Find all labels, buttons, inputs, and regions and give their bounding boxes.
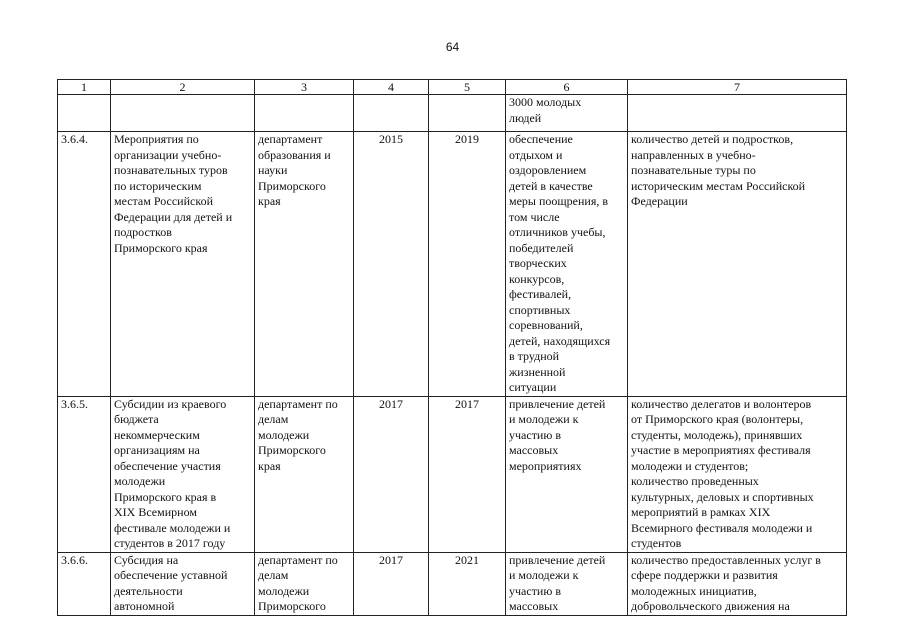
cell-end-year: 2017: [429, 396, 506, 552]
text-line: студентов в 2017 году: [114, 536, 226, 550]
table-row: [58, 132, 847, 397]
text-line: спортивных: [509, 302, 571, 317]
cell-number: 3.6.4.: [58, 132, 111, 397]
text-line: подростков: [114, 225, 172, 239]
cell-number: 3.6.5.: [58, 396, 111, 552]
text-line: количество делегатов и волонтеров: [631, 396, 812, 411]
text-line: молодежи: [114, 474, 166, 488]
text-line: обеспечение уставной: [114, 568, 228, 582]
text-line: и молодежи к: [509, 568, 579, 582]
text-line: обеспечение: [509, 132, 573, 146]
cell-expected-result: [506, 552, 628, 615]
text-line: молодежи: [258, 583, 310, 598]
text-line: Приморского края в: [114, 489, 217, 504]
text-line: от Приморского края (волонтеры,: [631, 412, 804, 426]
text-line: департамент: [258, 132, 323, 146]
text-line: молодежи и студентов;: [631, 458, 749, 473]
text-line: массовых: [509, 443, 559, 457]
text-line: в трудной: [509, 349, 560, 363]
text-line: количество предоставленных услуг в: [631, 552, 821, 567]
text-line: соревнований,: [509, 318, 583, 332]
text-line: меры поощрения, в: [509, 194, 608, 208]
cell-start-year: 2017: [354, 396, 429, 552]
text-line: культурных, деловых и спортивных: [631, 489, 814, 504]
text-line: обеспечение участия: [114, 458, 221, 473]
text-line: Субсидии из краевого: [114, 396, 227, 411]
text-line: отдыхом и: [509, 147, 563, 162]
cell-indicator: [628, 95, 847, 132]
cell-indicator: [628, 552, 847, 615]
text-line: ситуации: [509, 380, 557, 394]
text-line: Федерации: [631, 194, 688, 208]
text-line: департамент по: [258, 552, 338, 567]
table-row: [58, 95, 847, 132]
text-line: края: [258, 458, 281, 473]
text-line: том числе: [509, 209, 560, 224]
cell-indicator: [628, 132, 847, 397]
text-line: творческих: [509, 256, 567, 270]
text-line: автономной: [114, 599, 175, 613]
col-header-6: 6: [506, 80, 628, 95]
text-line: студенты, молодежь), принявших: [631, 427, 803, 442]
cell-number: [58, 95, 111, 132]
col-header-2: 2: [111, 80, 255, 95]
cell-indicator: [628, 396, 847, 552]
text-line: и молодежи к: [509, 412, 579, 426]
cell-start-year: 2015: [354, 132, 429, 397]
table-row: [58, 552, 847, 615]
cell-end-year: 2021: [429, 552, 506, 615]
cell-executor: [255, 95, 354, 132]
text-line: организации учебно-: [114, 147, 222, 162]
cell-start-year: [354, 95, 429, 132]
text-line: деятельности: [114, 583, 183, 598]
cell-activity-name: [111, 95, 255, 132]
text-line: привлечение детей: [509, 396, 606, 411]
text-line: молодежных инициатив,: [631, 583, 757, 598]
cell-activity-name: [111, 552, 255, 615]
header-row: [58, 80, 847, 95]
text-line: по историческим: [114, 178, 202, 193]
text-line: участию в: [509, 583, 561, 598]
col-header-3: 3: [255, 80, 354, 95]
text-line: массовых: [509, 599, 559, 613]
cell-start-year: 2017: [354, 552, 429, 615]
text-line: Приморского: [258, 599, 326, 613]
text-line: некоммерческим: [114, 427, 200, 442]
col-header-7: 7: [628, 80, 847, 95]
text-line: участие в мероприятиях фестиваля: [631, 443, 811, 457]
page-number: 64: [445, 40, 460, 54]
text-line: количество детей и подростков,: [631, 132, 794, 146]
text-line: мероприятиях: [509, 458, 582, 473]
text-line: историческим местам Российской: [631, 178, 806, 193]
text-line: отличников учебы,: [509, 225, 606, 239]
cell-number: 3.6.6.: [58, 552, 111, 615]
text-line: количество проведенных: [631, 474, 759, 488]
text-line: края: [258, 194, 281, 208]
text-line: Федерации для детей и: [114, 209, 233, 224]
text-line: департамент по: [258, 396, 338, 411]
col-header-4: 4: [354, 80, 429, 95]
text-line: местам Российской: [114, 194, 213, 208]
text-line: детей в качестве: [509, 178, 593, 193]
text-line: добровольческого движения на: [631, 599, 790, 613]
table-row: [58, 396, 847, 552]
cell-executor: [255, 552, 354, 615]
text-line: мероприятий в рамках XIX: [631, 505, 771, 519]
cell-activity-name: [111, 396, 255, 552]
text-line: делам: [258, 412, 289, 426]
text-line: привлечение детей: [509, 552, 606, 567]
text-line: Приморского: [258, 443, 326, 457]
text-line: фестивале молодежи и: [114, 520, 231, 535]
text-line: науки: [258, 163, 288, 177]
text-line: делам: [258, 568, 289, 582]
text-line: победителей: [509, 240, 574, 255]
text-line: Субсидия на: [114, 552, 179, 567]
col-header-5: 5: [429, 80, 506, 95]
cell-executor: [255, 396, 354, 552]
text-line: 3000 молодых: [509, 95, 582, 109]
cell-expected-result: [506, 132, 628, 397]
text-line: конкурсов,: [509, 271, 565, 286]
cell-expected-result: [506, 396, 628, 552]
text-line: Приморского: [258, 178, 326, 193]
text-line: фестивалей,: [509, 287, 572, 301]
cell-end-year: [429, 95, 506, 132]
text-line: Всемирного фестиваля молодежи и: [631, 520, 813, 535]
text-line: направленных в учебно-: [631, 147, 756, 162]
text-line: бюджета: [114, 412, 159, 426]
text-line: жизненной: [509, 364, 566, 379]
cell-expected-result: [506, 95, 628, 132]
text-line: детей, находящихся: [509, 333, 611, 348]
text-line: студентов: [631, 536, 682, 550]
text-line: познавательные туры по: [631, 163, 756, 177]
col-header-1: 1: [58, 80, 111, 95]
text-line: XIX Всемирном: [114, 505, 197, 519]
text-line: оздоровлением: [509, 163, 587, 177]
text-line: сфере поддержки и развития: [631, 568, 778, 582]
text-line: людей: [509, 110, 542, 125]
text-line: участию в: [509, 427, 561, 442]
text-line: познавательных туров: [114, 163, 228, 177]
cell-activity-name: [111, 132, 255, 397]
text-line: молодежи: [258, 427, 310, 442]
text-line: Приморского края: [114, 240, 208, 255]
cell-executor: [255, 132, 354, 397]
text-line: образования и: [258, 147, 331, 162]
cell-end-year: 2019: [429, 132, 506, 397]
text-line: организациям на: [114, 443, 200, 457]
program-table: [57, 79, 847, 616]
text-line: Мероприятия по: [114, 132, 199, 146]
